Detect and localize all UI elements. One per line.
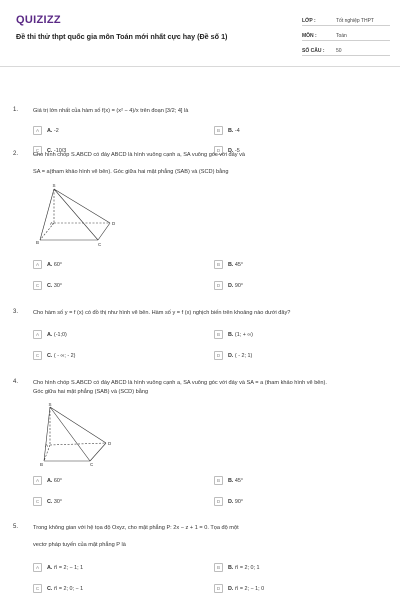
option-key: C.: [47, 585, 53, 592]
option-key: C.: [47, 352, 53, 359]
option-a[interactable]: [33, 563, 83, 572]
option-key: B.: [228, 477, 234, 484]
option-b[interactable]: [214, 126, 240, 135]
option-letter-box: B: [214, 476, 223, 485]
edge-sc: [54, 189, 98, 240]
option-letter-box: C: [33, 281, 42, 290]
option-letter-box: D: [214, 584, 223, 593]
option-letter-box: D: [214, 497, 223, 506]
meta-row-subject: [302, 29, 390, 41]
option-letter-box: B: [214, 260, 223, 269]
option-text: 30°: [53, 498, 63, 505]
option-letter-box: A: [33, 476, 42, 485]
meta-value: Tốt nghiệp THPT: [336, 18, 374, 24]
option-text: 60°: [53, 477, 63, 484]
option-letter-box: C: [33, 584, 42, 593]
option-text: 30°: [53, 282, 63, 289]
option-letter-box: B: [214, 563, 223, 572]
option-d[interactable]: [214, 351, 252, 360]
option-b[interactable]: [214, 563, 259, 572]
label-b: B: [40, 462, 44, 467]
option-d[interactable]: [214, 584, 264, 593]
option-text: n⃗ = 2; − 1; 0: [234, 585, 265, 592]
meta-row-count: [302, 44, 390, 56]
option-text: ( - ∞; - 2): [53, 352, 76, 359]
option-letter-box: D: [214, 281, 223, 290]
header-divider: [0, 66, 400, 67]
label-s: S: [52, 183, 56, 188]
exam-title: Đề thi thử thpt quốc gia môn Toán mới nhất cực hay (Đề số 1): [16, 32, 228, 41]
option-a[interactable]: [33, 260, 62, 269]
option-letter-box: A: [33, 330, 42, 339]
option-text: 90°: [234, 498, 244, 505]
quizizz-logo: QUIZIZZ: [16, 14, 61, 26]
label-d: D: [112, 221, 116, 226]
option-c[interactable]: [33, 351, 75, 360]
option-text: 60°: [53, 261, 63, 268]
option-letter-box: A: [33, 260, 42, 269]
option-text: -10/3: [53, 147, 67, 154]
question-text-line-2: Góc giữa hai mặt phẳng (SAB) và (SCD) bằng: [33, 389, 149, 395]
option-key: A.: [47, 127, 53, 134]
page-header: [0, 0, 400, 62]
option-key: B.: [228, 261, 234, 268]
option-letter-box: C: [33, 497, 42, 506]
label-a: A: [45, 443, 49, 448]
option-key: D.: [228, 498, 234, 505]
option-text: ( - 2; 1): [234, 352, 253, 359]
question-text: Cho hàm số y = f (x) có đồ thị như hình vẽ bên. Hàm số y = f (x) nghịch biến trên khoảng nào dưới đây?: [33, 310, 291, 316]
meta-value: Toán: [336, 33, 347, 39]
exam-meta: [302, 14, 390, 59]
option-a[interactable]: [33, 126, 59, 135]
question-number: 1.: [13, 107, 19, 113]
option-letter-box: A: [33, 126, 42, 135]
meta-label: SỐ CÂU :: [302, 48, 325, 54]
option-key: C.: [47, 282, 53, 289]
option-text: (-1;0): [53, 331, 67, 338]
option-key: D.: [228, 352, 234, 359]
option-c[interactable]: [33, 584, 83, 593]
option-text: -4: [234, 127, 240, 134]
option-key: B.: [228, 331, 234, 338]
option-text: n⃗ = 2; − 1; 1: [53, 564, 84, 571]
option-c[interactable]: [33, 281, 62, 290]
option-text: n⃗ = 2; 0; 1: [234, 564, 260, 571]
option-key: C.: [47, 147, 53, 154]
option-text: 45°: [234, 477, 244, 484]
label-c: C: [98, 242, 102, 247]
question-text-line-2: SA = a(tham khảo hình vẽ bên). Góc giữa hai mặt phẳng (SAB) và (SCD) bằng: [33, 169, 229, 175]
meta-value: 50: [336, 48, 342, 54]
label-b: B: [36, 240, 40, 245]
option-key: A.: [47, 331, 53, 338]
option-key: A.: [47, 261, 53, 268]
option-letter-box: A: [33, 563, 42, 572]
label-d: D: [108, 441, 112, 446]
option-d[interactable]: [214, 497, 243, 506]
option-text: 90°: [234, 282, 244, 289]
edge-cd: [90, 443, 106, 461]
edge-sd: [50, 407, 106, 443]
pyramid-figure: [36, 183, 122, 247]
option-key: B.: [228, 127, 234, 134]
label-a: A: [50, 221, 54, 226]
label-s: S: [48, 403, 52, 407]
edge-sd: [54, 189, 110, 223]
option-a[interactable]: [33, 330, 67, 339]
option-letter-box: C: [33, 146, 42, 155]
option-text: -2: [53, 127, 59, 134]
edge-sc: [50, 407, 90, 461]
option-b[interactable]: [214, 330, 253, 339]
option-key: B.: [228, 564, 234, 571]
label-c: C: [90, 462, 94, 467]
option-key: A.: [47, 477, 53, 484]
edge-cd: [98, 223, 110, 240]
edge-sb: [40, 189, 54, 240]
meta-label: LỚP :: [302, 18, 316, 24]
option-c[interactable]: [33, 497, 62, 506]
option-key: D.: [228, 282, 234, 289]
option-key: A.: [47, 564, 53, 571]
option-text: -5: [234, 147, 240, 154]
option-a[interactable]: [33, 476, 62, 485]
question-number: 2.: [13, 151, 19, 157]
option-letter-box: D: [214, 146, 223, 155]
meta-label: MÔN :: [302, 33, 317, 39]
option-b[interactable]: [214, 476, 243, 485]
question-number: 3.: [13, 309, 19, 315]
option-text: (1; + ∞): [234, 331, 253, 338]
question-text-line-1: Cho hình chóp S.ABCD có đáy ABCD là hình vuông cạnh a, SA vuông góc với đáy và: [33, 152, 246, 158]
question-text-line-1: Trong không gian với hệ tọa độ Oxyz, cho mặt phẳng P: 2x − z + 1 = 0. Tọa độ một: [33, 525, 239, 531]
meta-row-class: [302, 14, 390, 26]
pyramid-figure: [40, 403, 126, 467]
option-text: 45°: [234, 261, 244, 268]
question-number: 4.: [13, 379, 19, 385]
question-text-line-1: Cho hình chóp S.ABCD có đáy ABCD là hình vuông cạnh a, SA vuông góc với đáy và SA = a (tham khảo hình vẽ bên).: [33, 380, 327, 386]
question-text-line-2: vectơ pháp tuyến của mặt phẳng P là: [33, 542, 126, 548]
option-key: D.: [228, 585, 234, 592]
option-letter-box: D: [214, 351, 223, 360]
question-text: Giá trị lớn nhất của hàm số f(x) = (x² − 4)/x trên đoạn [3/2; 4] là: [33, 108, 189, 114]
option-key: C.: [47, 498, 53, 505]
option-b[interactable]: [214, 260, 243, 269]
option-d[interactable]: [214, 281, 243, 290]
question-number: 5.: [13, 524, 19, 530]
option-key: D.: [228, 147, 234, 154]
option-letter-box: B: [214, 330, 223, 339]
option-letter-box: C: [33, 351, 42, 360]
option-text: n⃗ = 2; 0; − 1: [53, 585, 84, 592]
option-letter-box: B: [214, 126, 223, 135]
